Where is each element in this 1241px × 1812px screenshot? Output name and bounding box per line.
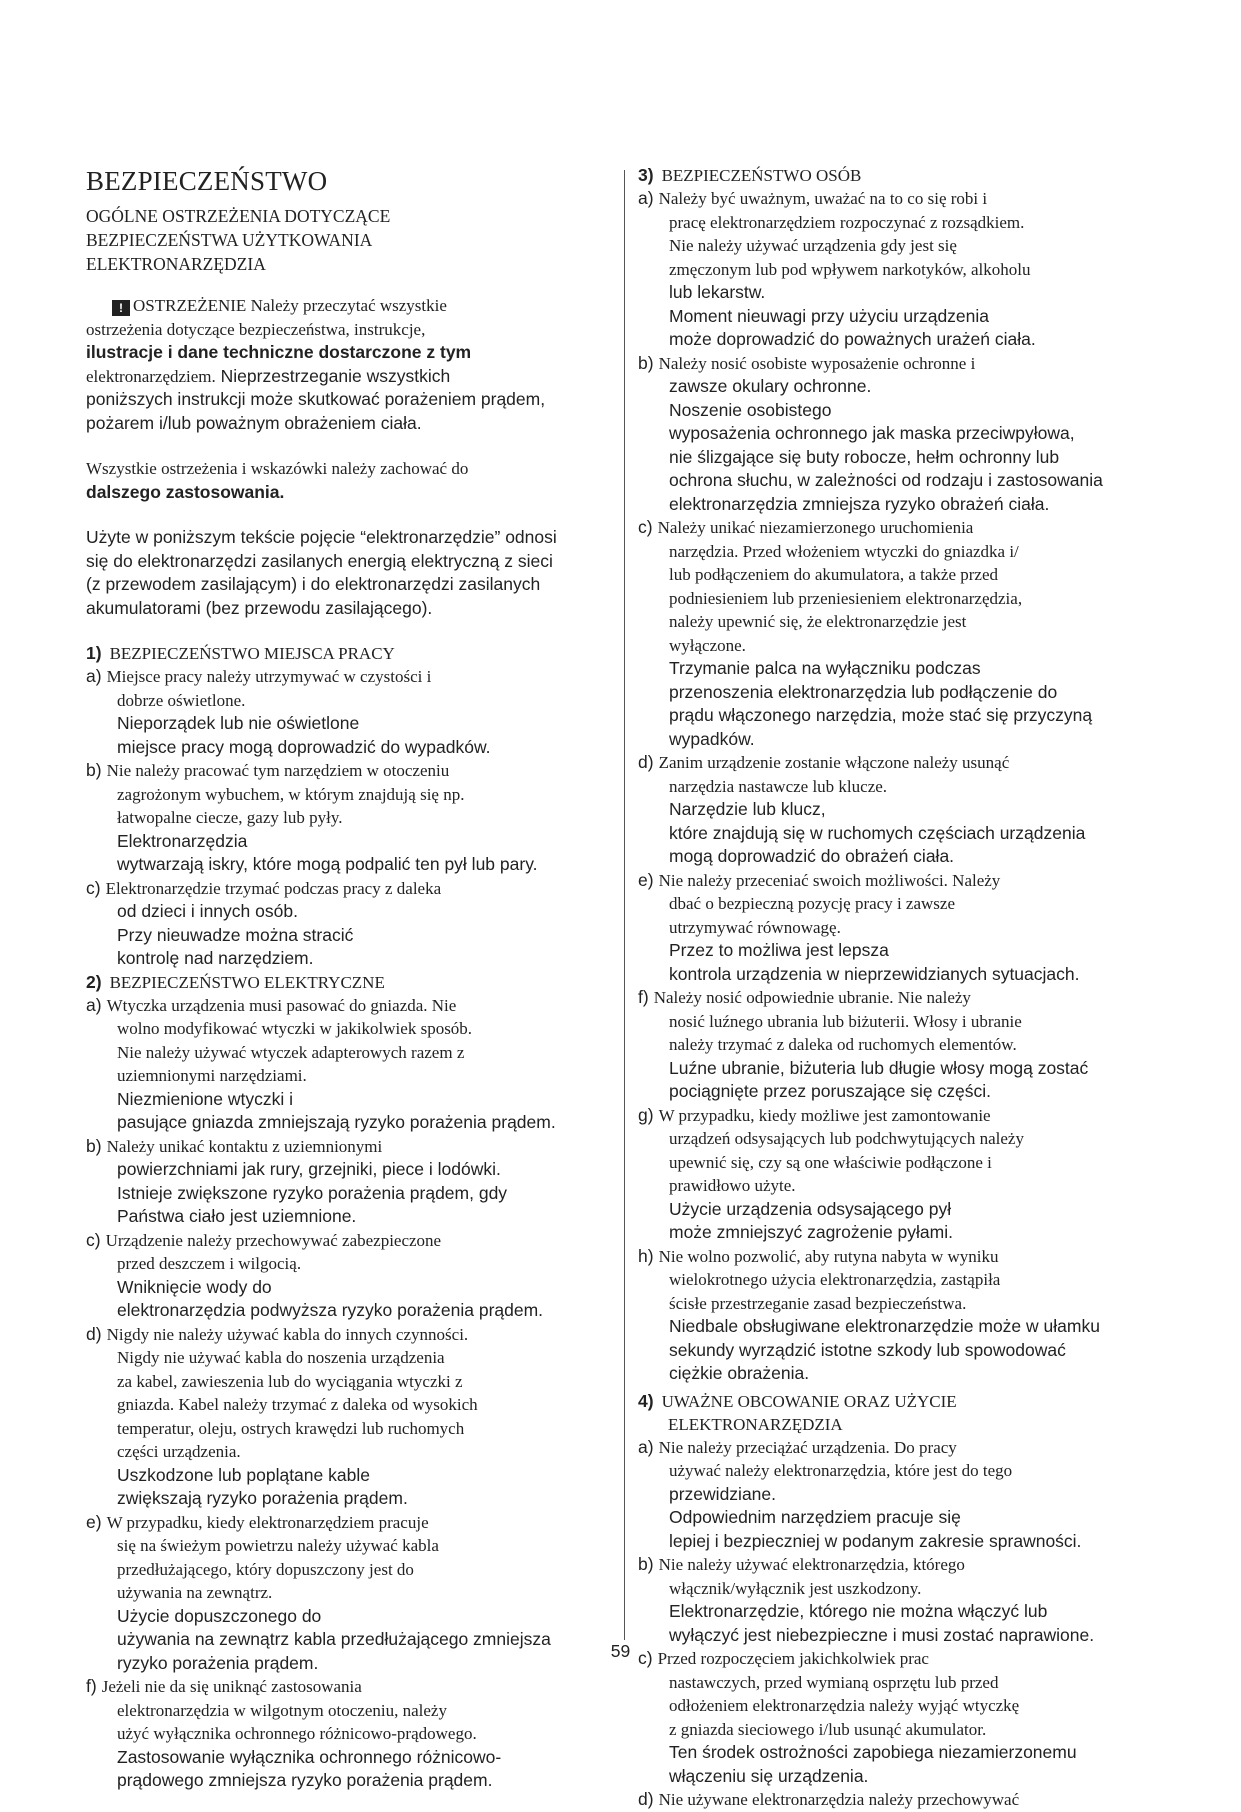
list-item-text: Miejsce pracy należy utrzymywać w czystości i: [106, 667, 432, 686]
list-item-text: Przed rozpoczęciem jakichkolwiek prac: [657, 1649, 929, 1668]
list-item-text-sans: elektronarzędzia zmniejsza ryzyko obrażeń ciała.: [669, 493, 1050, 514]
section-title: BEZPIECZEŃSTWO OSÓB: [661, 166, 862, 185]
list-item-text: Nie należy pracować tym narzędziem w otoczeniu: [106, 761, 450, 780]
list-item-text-sans: przenoszenia elektronarzędzia lub podłączenie do: [669, 681, 1058, 702]
section-number: 2): [86, 971, 102, 992]
list-item-text-sans: lepiej i bezpieczniej w podanym zakresie sprawności.: [669, 1530, 1082, 1551]
list-item-text-sans: wytwarzają iskry, które mogą podpalić ten pył lub pary.: [117, 854, 538, 874]
list-item-letter: a): [638, 1436, 654, 1457]
list-item-letter: b): [86, 760, 102, 780]
list-item-text: uziemnionymi narzędziami.: [117, 1066, 307, 1085]
list-item: [86, 1675, 616, 1793]
section-title: BEZPIECZEŃSTWO MIEJSCA PRACY: [109, 644, 395, 663]
list-item-text-sans: pociągnięte przez poruszające się części.: [669, 1081, 991, 1101]
section-number: 1): [86, 643, 102, 663]
list-item-letter: b): [638, 1554, 654, 1574]
list-item-text: nosić luźnego ubrania lub biżuterii. Włosy i ubranie: [669, 1011, 1022, 1031]
list-item-text: utrzymywać równowagę.: [669, 917, 841, 937]
list-item-text: zagrożonym wybuchem, w którym znajdują się np.: [117, 784, 465, 804]
section-heading: [86, 971, 616, 994]
list-item-text: Nie należy przeceniać swoich możliwości. Należy: [658, 870, 1001, 890]
list-item-text: narzędzia nastawcze lub klucze.: [669, 776, 888, 796]
list-item-text-sans: włączeniu się urządzenia.: [669, 1765, 869, 1786]
list-item-text-sans: Trzymanie palca na wyłączniku podczas: [669, 658, 981, 678]
list-item-text: dbać o bezpieczną pozycję pracy i zawsze: [669, 894, 955, 913]
list-item-text-sans: prądowego zmniejsza ryzyko porażenia prądem.: [117, 1770, 493, 1790]
list-item-letter: e): [638, 869, 654, 890]
list-item-text-sans: Nieporządek lub nie oświetlone: [117, 713, 360, 733]
list-item-text: Należy nosić odpowiednie ubranie. Nie należy: [653, 988, 971, 1007]
section-heading: [638, 1390, 1158, 1436]
list-item-text-sans: może doprowadzić do poważnych urażeń ciała.: [669, 329, 1036, 349]
list-item-text: należy trzymać z daleka od ruchomych elementów.: [669, 1035, 1017, 1054]
list-item: [638, 1553, 1158, 1647]
list-item-text-sans: powierzchniami jak rury, grzejniki, piece i lodówki.: [117, 1159, 501, 1179]
section-4-list: [638, 1436, 1158, 1812]
list-item-letter: g): [638, 1104, 654, 1125]
list-item-letter: e): [86, 1511, 102, 1532]
page-number: 59: [610, 1641, 631, 1661]
list-item-letter: d): [86, 1323, 102, 1344]
list-item: [638, 869, 1158, 987]
list-item-letter: d): [638, 752, 654, 772]
list-item-text: włącznik/wyłącznik jest uszkodzony.: [669, 1578, 922, 1598]
list-item-letter: a): [86, 994, 102, 1015]
list-item-letter: b): [86, 1135, 102, 1156]
list-item-letter: a): [638, 188, 654, 208]
list-item-text: części urządzenia.: [117, 1442, 241, 1461]
list-item-text-sans: wyłączyć jest niebezpieczne i musi zostać naprawione.: [669, 1624, 1095, 1645]
list-item-text: Elektronarzędzie trzymać podczas pracy z daleka: [105, 878, 442, 898]
definition-text: Użyte w poniższym tekście pojęcie “elektronarzędzie” odnosi: [86, 527, 557, 547]
list-item-text: z gniazda sieciowego i/lub usunąć akumulator.: [669, 1719, 987, 1739]
warning-text: ostrzeżenia dotyczące bezpieczeństwa, instrukcje,: [86, 319, 426, 339]
list-item: [638, 1647, 1158, 1788]
list-item: [86, 665, 616, 759]
definition-text: akumulatorami (bez przewodu zasilającego).: [86, 597, 433, 618]
list-item-letter: f): [86, 1676, 97, 1696]
list-item-text: Należy nosić osobiste wyposażenie ochronne i: [658, 353, 976, 373]
list-item-text: przed deszczem i wilgocią.: [117, 1254, 302, 1273]
list-item: [86, 759, 616, 877]
list-item-text-sans: Niezmienione wtyczki i: [117, 1088, 294, 1109]
list-item-text: Nigdy nie należy używać kabla do innych czynności.: [106, 1324, 469, 1344]
list-item-text: Wtyczka urządzenia musi pasować do gniazda. Nie: [106, 995, 457, 1015]
list-item-text-sans: Elektronarzędzia: [117, 830, 248, 851]
list-item-text: odłożeniem elektronarzędzia należy wyjąć wtyczkę: [669, 1696, 1020, 1715]
list-item-text: używać należy elektronarzędzia, które jest do tego: [669, 1461, 1013, 1480]
list-item-text-sans: Przy nieuwadze można stracić: [117, 924, 354, 945]
list-item-text-sans: Państwa ciało jest uziemnione.: [117, 1206, 357, 1226]
list-item-letter: b): [638, 352, 654, 373]
list-item-text-sans: Odpowiednim narzędziem pracuje się: [669, 1507, 961, 1527]
list-item-text: użyć wyłącznika ochronnego różnicowo-prądowego.: [117, 1724, 477, 1743]
list-item-text-sans: Zastosowanie wyłącznika ochronnego różnicowo-: [117, 1746, 502, 1767]
list-item-text-sans: wypadków.: [669, 728, 755, 749]
list-item: [638, 1788, 1158, 1812]
list-item-text-sans: nie ślizgające się buty robocze, hełm ochronny lub: [669, 446, 1060, 467]
list-item-text-sans: ciężkie obrażenia.: [669, 1363, 810, 1383]
list-item-text-sans: Niedbale obsługiwane elektronarzędzie może w ułamku: [669, 1316, 1100, 1336]
list-item-text-sans: mogą doprowadzić do obrażeń ciała.: [669, 846, 955, 866]
section-number: 4): [638, 1390, 654, 1411]
warning-text: elektronarzędziem.: [86, 366, 216, 386]
list-item-text: nastawczych, przed wymianą osprzętu lub przed: [669, 1672, 999, 1692]
list-item-text-sans: które znajdują się w ruchomych częściach urządzenia: [669, 822, 1086, 843]
section-heading: [638, 164, 1158, 187]
list-item-letter: d): [638, 1789, 654, 1809]
list-item-text-sans: sekundy wyrządzić istotne szkody lub spowodować: [669, 1339, 1066, 1360]
list-item-text: Należy unikać niezamierzonego uruchomienia: [657, 518, 974, 537]
list-item-text: Nie należy używać urządzenia gdy jest się: [669, 236, 957, 255]
list-item-text: Nie należy używać wtyczek adapterowych razem z: [117, 1042, 465, 1062]
warning-text: Należy przeczytać wszystkie: [246, 296, 447, 315]
page-title: BEZPIECZEŃSTWO: [86, 166, 328, 196]
list-item-text: Jeżeli nie da się uniknąć zastosowania: [101, 1677, 362, 1696]
list-item-text: prawidłowo użyte.: [669, 1176, 796, 1195]
list-item-text: Nie wolno pozwolić, aby rutyna nabyta w wyniku: [658, 1246, 999, 1266]
list-item-letter: c): [86, 877, 101, 898]
warning-text: pożarem i/lub poważnym obrażeniem ciała.: [86, 412, 422, 433]
list-item-text: Należy być uważnym, uważać na to co się robi i: [658, 189, 988, 208]
list-item-text: gniazda. Kabel należy trzymać z daleka od wysokich: [117, 1395, 478, 1414]
list-item-text-sans: ochrona słuchu, w zależności od rodzaju i zastosowania: [669, 470, 1103, 490]
list-item-text: łatwopalne ciecze, gazy lub pyły.: [117, 808, 343, 827]
list-item-text: wielokrotnego użycia elektronarzędzia, zastąpiła: [669, 1270, 1001, 1289]
list-item-text: pracę elektronarzędziem rozpoczynać z rozsądkiem.: [669, 212, 1025, 232]
section-title-line2: ELEKTRONARZĘDZIA: [668, 1414, 843, 1434]
list-item-text: podniesieniem lub przeniesieniem elektronarzędzia,: [669, 588, 1023, 608]
list-item-text-sans: może zmniejszyć zagrożenie pyłami.: [669, 1222, 953, 1242]
list-item-text: W przypadku, kiedy elektronarzędziem pracuje: [106, 1512, 429, 1532]
warning-triangle-icon: !: [112, 300, 130, 316]
keep-text-bold: dalszego zastosowania.: [86, 481, 285, 502]
list-item-text: W przypadku, kiedy możliwe jest zamontowanie: [658, 1105, 991, 1125]
list-item-text-sans: Narzędzie lub klucz,: [669, 799, 826, 819]
list-item-text: temperatur, oleju, ostrych krawędzi lub ruchomych: [117, 1418, 465, 1438]
section-1-list: [86, 665, 616, 971]
section-3-list: [638, 187, 1158, 1386]
list-item-text: elektronarzędzia w wilgotnym otoczeniu, należy: [117, 1700, 447, 1720]
list-item-text-sans: Użycie dopuszczonego do: [117, 1605, 322, 1626]
list-item-text-sans: od dzieci i innych osób.: [117, 901, 298, 921]
warning-paragraph: [86, 294, 616, 435]
list-item: [638, 1436, 1158, 1554]
list-item-text-sans: Wniknięcie wody do: [117, 1276, 272, 1297]
list-item-text-sans: Uszkodzone lub poplątane kable: [117, 1464, 370, 1485]
list-item-text-sans: zawsze okulary ochronne.: [669, 376, 872, 396]
list-item-text-sans: Istnieje zwiększone ryzyko porażenia prądem, gdy: [117, 1182, 508, 1203]
list-item-letter: c): [638, 517, 653, 537]
definition-text: (z przewodem zasilającym) i do elektronarzędzi zasilanych: [86, 574, 541, 594]
list-item: [86, 1135, 616, 1229]
list-item: [638, 751, 1158, 869]
keep-text: Wszystkie ostrzeżenia i wskazówki należy zachować do: [86, 459, 469, 478]
list-item-text: dobrze oświetlone.: [117, 690, 246, 710]
list-item-text-sans: Noszenie osobistego: [669, 399, 832, 420]
list-item-text: Nie używane elektronarzędzia należy przechowywać: [658, 1790, 1020, 1809]
warning-text: Nieprzestrzeganie wszystkich: [215, 365, 451, 386]
list-item-text-sans: pasujące gniazda zmniejszają ryzyko porażenia prądem.: [117, 1112, 556, 1132]
list-item-text: urządzeń odsysających lub podchwytujących należy: [669, 1129, 1024, 1148]
list-item-text: wyłączone.: [669, 635, 746, 655]
list-item: [638, 1245, 1158, 1386]
subtitle-line: ELEKTRONARZĘDZIA: [86, 254, 266, 274]
list-item: [638, 187, 1158, 352]
list-item-text: upewnić się, czy są one właściwie podłączone i: [669, 1152, 992, 1172]
list-item-letter: c): [86, 1229, 101, 1250]
definition-paragraph: [86, 526, 616, 620]
list-item-letter: h): [638, 1245, 654, 1266]
definition-text: się do elektronarzędzi zasilanych energią elektryczną z sieci: [86, 550, 553, 571]
list-item: [638, 516, 1158, 751]
list-item-letter: a): [86, 666, 102, 686]
list-item-text: należy upewnić się, że elektronarzędzie jest: [669, 612, 967, 631]
section-heading: [86, 642, 616, 665]
list-item-text-sans: lub lekarstw.: [669, 282, 766, 302]
list-item: [86, 1323, 616, 1511]
list-item-text: Nie należy używać elektronarzędzia, którego: [658, 1555, 965, 1574]
section-number: 3): [638, 165, 654, 185]
warning-text-bold: ilustracje i dane techniczne dostarczone z tym: [86, 342, 472, 362]
list-item-text-sans: Luźne ubranie, biżuteria lub długie włosy mogą zostać: [669, 1057, 1089, 1078]
list-item-text-sans: wyposażenia ochronnego jak maska przeciwpyłowa,: [669, 423, 1075, 443]
list-item-text-sans: elektronarzędzia podwyższa ryzyko porażenia prądem.: [117, 1300, 544, 1320]
list-item-text-sans: ryzyko porażenia prądem.: [117, 1652, 319, 1673]
list-item-text-sans: Przez to możliwa jest lepsza: [669, 940, 889, 960]
subtitle-line: BEZPIECZEŃSTWA UŻYTKOWANIA: [86, 230, 373, 250]
list-item-text-sans: przewidziane.: [669, 1483, 776, 1504]
right-column: [638, 164, 1158, 1812]
list-item-letter: c): [638, 1648, 653, 1668]
left-column: [86, 164, 616, 1793]
list-item-text-sans: prądu włączonego narzędzia, może stać się przyczyną: [669, 705, 1093, 725]
list-item-text-sans: kontrolę nad narzędziem.: [117, 948, 314, 968]
section-2-list: [86, 994, 616, 1793]
page-subtitle: [86, 204, 616, 276]
subtitle-line: OGÓLNE OSTRZEŻENIA DOTYCZĄCE: [86, 206, 391, 226]
section-title: UWAŻNE OBCOWANIE ORAZ UŻYCIE: [661, 1391, 957, 1411]
list-item-text-sans: używania na zewnątrz kabla przedłużającego zmniejsza: [117, 1629, 551, 1649]
list-item-text: ścisłe przestrzeganie zasad bezpieczeństwa.: [669, 1293, 967, 1313]
warning-text: poniższych instrukcji może skutkować porażeniem prądem,: [86, 389, 546, 409]
list-item-text-sans: Ten środek ostrożności zapobiega niezamierzonemu: [669, 1742, 1077, 1762]
list-item: [86, 994, 616, 1135]
list-item: [638, 352, 1158, 517]
list-item-text-sans: zwiększają ryzyko porażenia prądem.: [117, 1488, 408, 1508]
list-item-text: narzędzia. Przed włożeniem wtyczki do gniazdka i/: [669, 541, 1019, 561]
section-title: BEZPIECZEŃSTWO ELEKTRYCZNE: [109, 972, 385, 992]
list-item-text: zmęczonym lub pod wpływem narkotyków, alkoholu: [669, 259, 1031, 279]
list-item-letter: f): [638, 987, 649, 1007]
list-item-text-sans: Elektronarzędzie, którego nie można włączyć lub: [669, 1601, 1048, 1621]
list-item-text: używania na zewnątrz.: [117, 1583, 273, 1602]
list-item-text: Zanim urządzenie zostanie włączone należy usunąć: [658, 753, 1010, 772]
list-item-text: Nie należy przeciążać urządzenia. Do pracy: [658, 1437, 957, 1457]
list-item-text: lub podłączeniem do akumulatora, a także przed: [669, 565, 998, 584]
keep-instructions-paragraph: [86, 457, 616, 504]
list-item-text: za kabel, zawieszenia lub do wyciągania wtyczki z: [117, 1371, 463, 1391]
list-item-text: przedłużającego, który dopuszczony jest do: [117, 1559, 414, 1579]
list-item-text: wolno modyfikować wtyczki w jakikolwiek sposób.: [117, 1019, 473, 1038]
list-item-text-sans: Użycie urządzenia odsysającego pył: [669, 1198, 952, 1219]
list-item-text: Urządzenie należy przechowywać zabezpieczone: [105, 1230, 442, 1250]
list-item: [638, 986, 1158, 1104]
list-item-text-sans: kontrola urządzenia w nieprzewidzianych sytuacjach.: [669, 963, 1080, 984]
list-item-text: Należy unikać kontaktu z uziemnionymi: [106, 1136, 383, 1156]
list-item-text: się na świeżym powietrzu należy używać kabla: [117, 1536, 439, 1555]
list-item: [638, 1104, 1158, 1245]
list-item-text-sans: Moment nieuwagi przy użyciu urządzenia: [669, 305, 990, 326]
list-item: [86, 877, 616, 971]
list-item-text-sans: miejsce pracy mogą doprowadzić do wypadków.: [117, 736, 491, 757]
list-item-text: Nigdy nie używać kabla do noszenia urządzenia: [117, 1348, 445, 1367]
list-item: [86, 1229, 616, 1323]
column-divider: [624, 170, 625, 1640]
warning-label: OSTRZEŻENIE: [133, 296, 247, 315]
